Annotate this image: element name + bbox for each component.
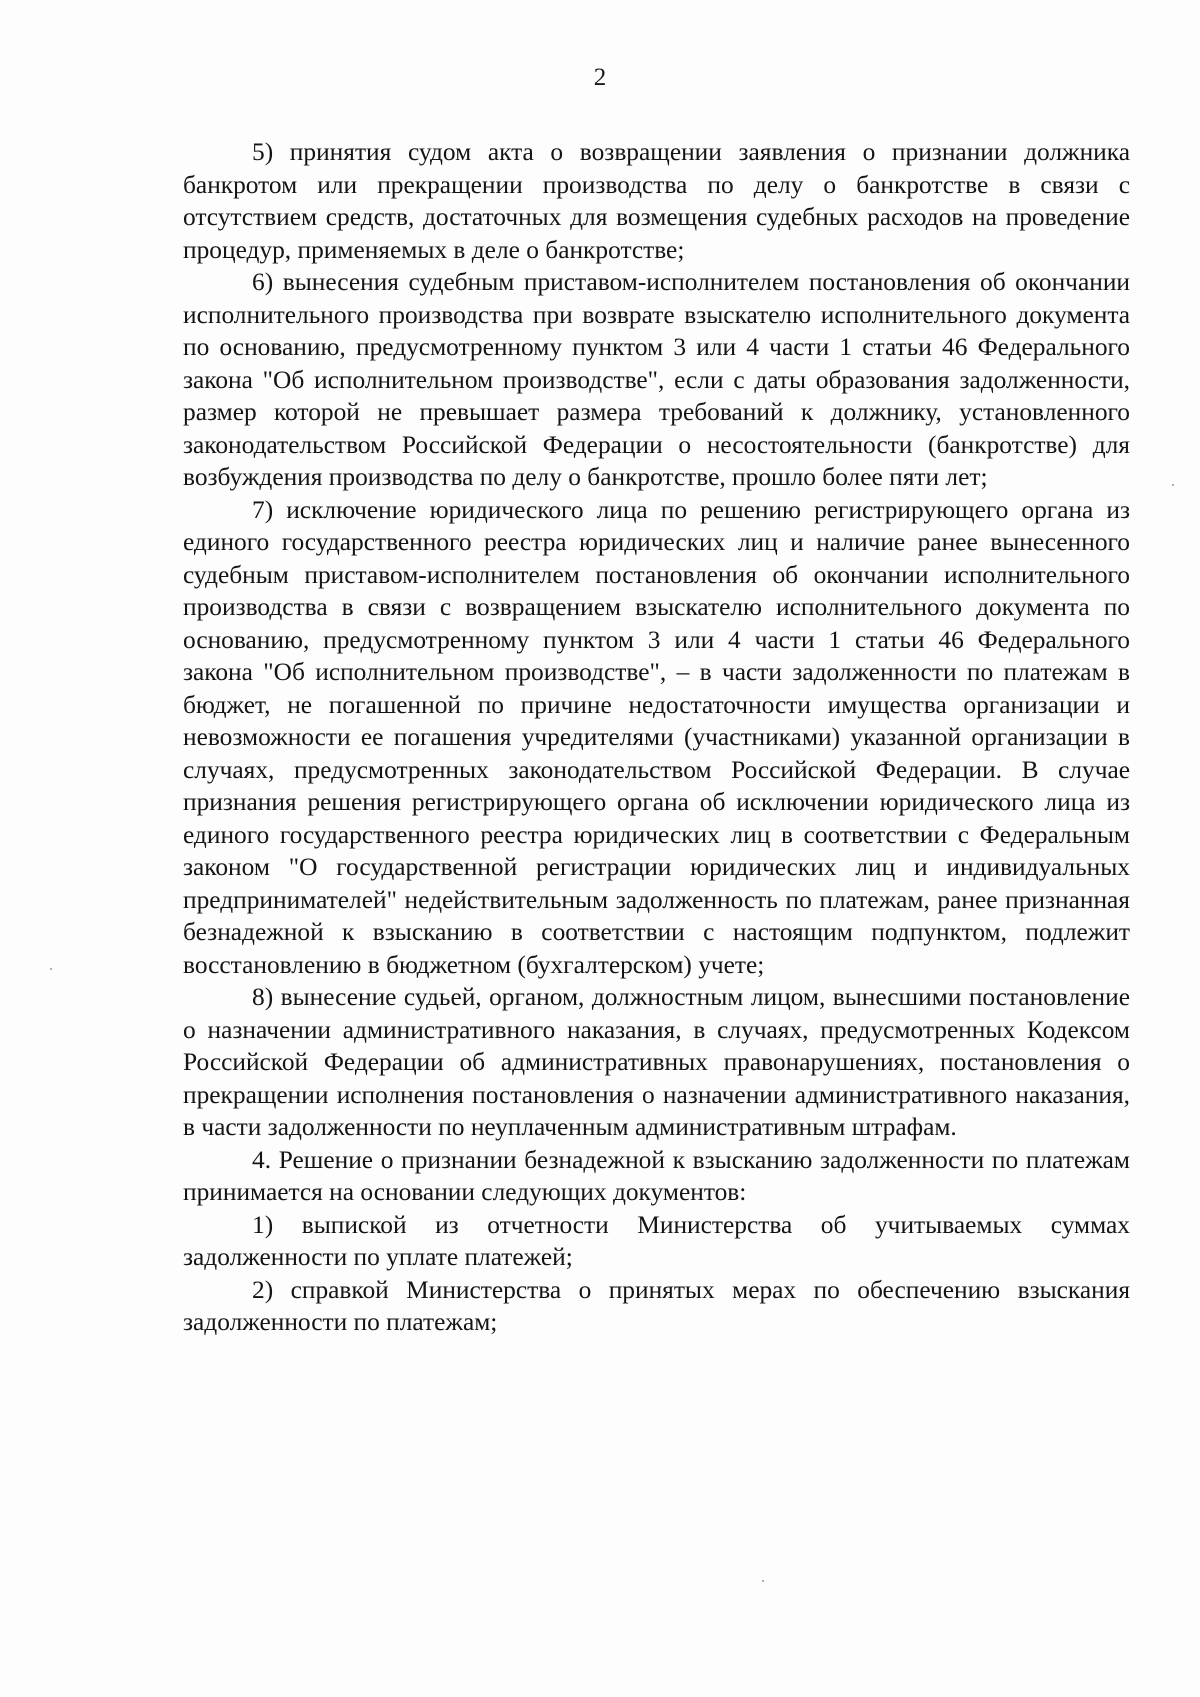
- page-number: 2: [593, 64, 607, 91]
- paragraph-item-8: 8) вынесение судьей, органом, должностным лицом, вынесшими постановление о назначении административного наказания, в случаях, предусмотренных Кодексом Российской Федерации об административных правонарушениях, постановления о прекращении исполнения постановления о назначении административного наказания, в части задолженности по неуплаченным административным штрафам.: [183, 983, 1130, 1141]
- scan-speck: [50, 968, 52, 970]
- scan-speck: [762, 1580, 764, 1582]
- scan-speck: [1172, 484, 1174, 486]
- paragraph-item-5: 5) принятия судом акта о возвращении заявления о признании должника банкротом или прекращении производства по делу о банкротстве в связи с отсутствием средств, достаточных для возмещения судебных расходов на проведение процедур, применяемых в деле о банкротстве;: [183, 138, 1130, 264]
- paragraph-item-7: 7) исключение юридического лица по решению регистрирующего органа из единого государственного реестра юридических лиц и наличие ранее вынесенного судебным приставом-исполнителем постановления об окончании исполнительного производства в связи с возвращением взыскателю исполнительного документа по основанию, предусмотренному пунктом 3 или 4 части 1 статьи 46 Федерального закона "Об исполнительном производстве", – в части задолженности по платежам в бюджет, не погашенной по причине недостаточности имущества организации и невозможности ее погашения учредителями (участниками) указанной организации в случаях, предусмотренных законодательством Российской Федерации. В случае признания решения регистрирующего органа об исключении юридического лица из единого государственного реестра юридических лиц в соответствии с Федеральным законом "О государственной регистрации юридических лиц и индивидуальных предпринимателей" недействительным задолженность по платежам, ранее признанная безнадежной к взысканию в соответствии с настоящим подпунктом, подлежит восстановлению в бюджетном (бухгалтерском) учете;: [183, 495, 1130, 979]
- document-body: [183, 136, 1130, 1339]
- paragraph-subitem-2: 2) справкой Министерства о принятых мерах по обеспечению взыскания задолженности по платежам;: [183, 1275, 1130, 1336]
- paragraph-subitem-1: 1) выпиской из отчетности Министерства об учитываемых суммах задолженности по уплате платежей;: [183, 1210, 1130, 1271]
- paragraph-item-6: 6) вынесения судебным приставом-исполнителем постановления об окончании исполнительного производства при возврате взыскателю исполнительного документа по основанию, предусмотренному пунктом 3 или 4 части 1 статьи 46 Федерального закона "Об исполнительном производстве", если с даты образования задолженности, размер которой не превышает размера требований к должнику, установленного законодательством Российской Федерации о несостоятельности (банкротстве) для возбуждения производства по делу о банкротстве, прошло более пяти лет;: [183, 268, 1130, 491]
- paragraph-section-4: 4. Решение о признании безнадежной к взысканию задолженности по платежам принимается на основании следующих документов:: [183, 1145, 1130, 1206]
